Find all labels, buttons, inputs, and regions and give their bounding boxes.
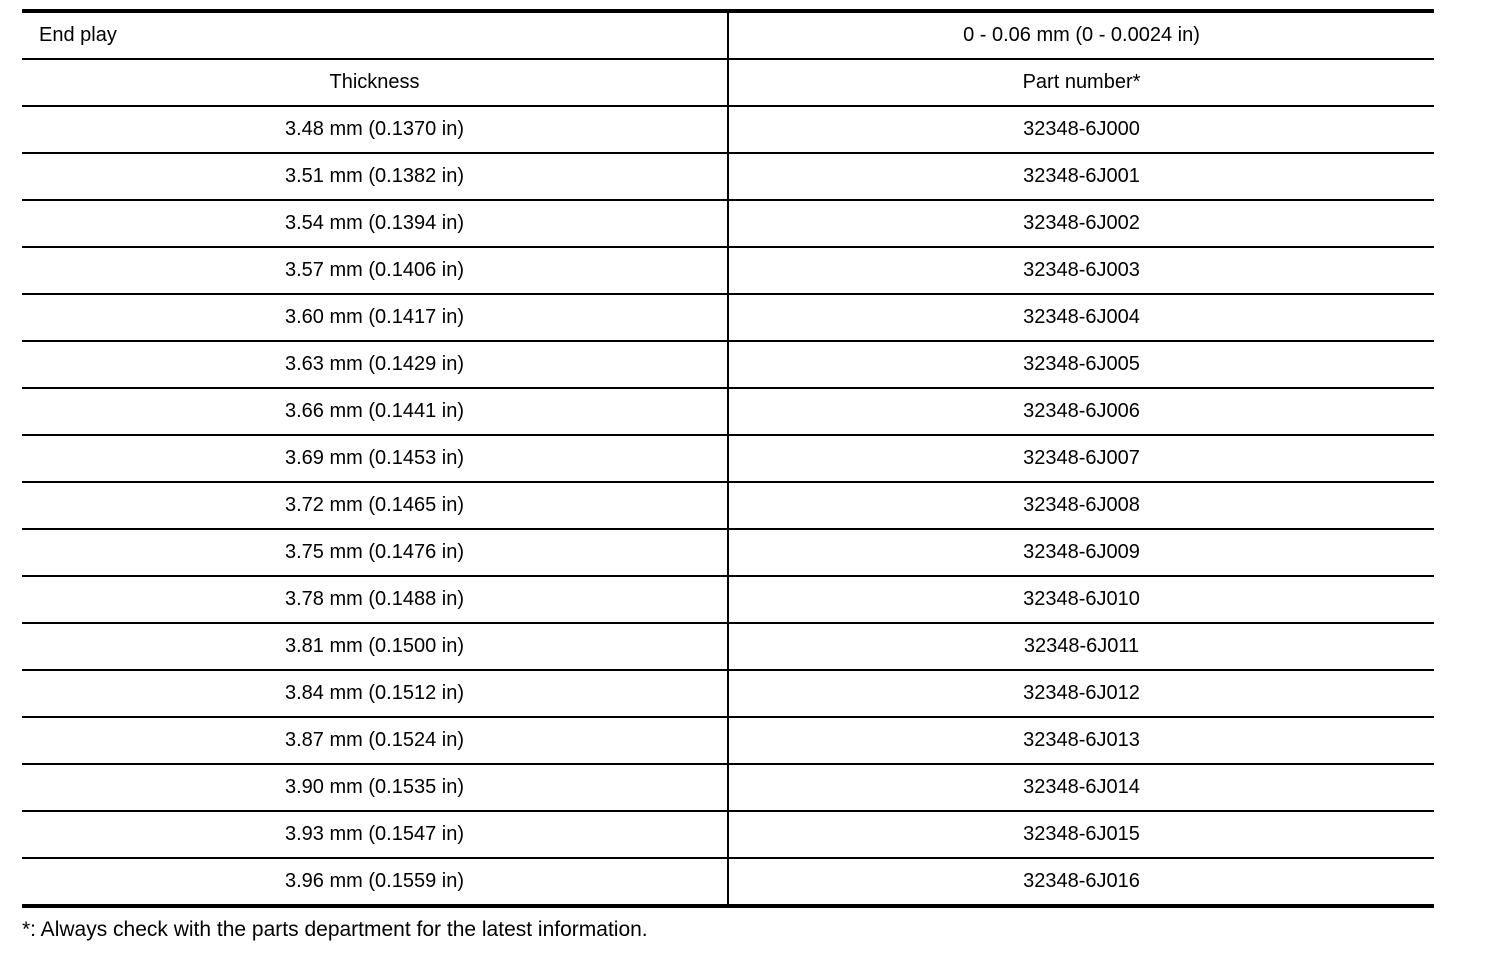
part-number-cell: 32348-6J002 — [728, 200, 1434, 247]
part-number-cell: 32348-6J013 — [728, 717, 1434, 764]
thickness-cell: 3.96 mm (0.1559 in) — [22, 858, 728, 906]
thickness-cell: 3.81 mm (0.1500 in) — [22, 623, 728, 670]
table-row — [22, 153, 1434, 200]
part-number-cell: 32348-6J011 — [728, 623, 1434, 670]
end-play-label: End play — [22, 11, 728, 59]
thickness-cell: 3.84 mm (0.1512 in) — [22, 670, 728, 717]
table-row — [22, 200, 1434, 247]
part-number-cell: 32348-6J012 — [728, 670, 1434, 717]
thickness-cell: 3.48 mm (0.1370 in) — [22, 106, 728, 153]
thickness-cell: 3.66 mm (0.1441 in) — [22, 388, 728, 435]
thickness-cell: 3.54 mm (0.1394 in) — [22, 200, 728, 247]
table-row — [22, 576, 1434, 623]
table-row — [22, 717, 1434, 764]
part-number-cell: 32348-6J007 — [728, 435, 1434, 482]
part-number-cell: 32348-6J015 — [728, 811, 1434, 858]
part-number-cell: 32348-6J003 — [728, 247, 1434, 294]
thickness-cell: 3.63 mm (0.1429 in) — [22, 341, 728, 388]
part-number-cell: 32348-6J008 — [728, 482, 1434, 529]
thickness-cell: 3.57 mm (0.1406 in) — [22, 247, 728, 294]
thickness-cell: 3.75 mm (0.1476 in) — [22, 529, 728, 576]
part-number-cell: 32348-6J006 — [728, 388, 1434, 435]
thickness-cell: 3.72 mm (0.1465 in) — [22, 482, 728, 529]
table-row — [22, 106, 1434, 153]
part-number-cell: 32348-6J014 — [728, 764, 1434, 811]
table-row — [22, 247, 1434, 294]
part-number-cell: 32348-6J001 — [728, 153, 1434, 200]
end-play-row — [22, 11, 1434, 59]
table-row — [22, 623, 1434, 670]
table-row — [22, 294, 1434, 341]
table-row — [22, 670, 1434, 717]
part-number-header: Part number* — [728, 59, 1434, 106]
part-number-cell: 32348-6J005 — [728, 341, 1434, 388]
thickness-cell: 3.69 mm (0.1453 in) — [22, 435, 728, 482]
thickness-cell: 3.60 mm (0.1417 in) — [22, 294, 728, 341]
part-number-cell: 32348-6J016 — [1023, 870, 1140, 892]
end-play-value: 0 - 0.06 mm (0 - 0.0024 in) — [728, 11, 1434, 59]
part-number-cell: 32348-6J009 — [728, 529, 1434, 576]
thickness-header: Thickness — [22, 59, 728, 106]
part-number-cell: 32348-6J000 — [728, 106, 1434, 153]
thickness-cell: 3.51 mm (0.1382 in) — [22, 153, 728, 200]
part-number-cell: 32348-6J004 — [728, 294, 1434, 341]
table-row — [22, 811, 1434, 858]
part-number-cell: 32348-6J010 — [728, 576, 1434, 623]
table-row — [22, 388, 1434, 435]
table-row — [22, 529, 1434, 576]
table-row — [22, 341, 1434, 388]
header-row — [22, 59, 1434, 106]
spec-table — [22, 9, 1434, 908]
spec-table-body — [22, 11, 1434, 906]
table-row — [22, 764, 1434, 811]
table-row — [22, 435, 1434, 482]
spec-table-container — [22, 9, 1434, 908]
thickness-cell: 3.90 mm (0.1535 in) — [22, 764, 728, 811]
table-row — [22, 858, 1434, 906]
table-row — [22, 482, 1434, 529]
footnote: *: Always check with the parts department for the latest information. — [22, 918, 648, 941]
thickness-cell: 3.87 mm (0.1524 in) — [22, 717, 728, 764]
thickness-cell: 3.93 mm (0.1547 in) — [22, 811, 728, 858]
thickness-cell: 3.78 mm (0.1488 in) — [22, 576, 728, 623]
